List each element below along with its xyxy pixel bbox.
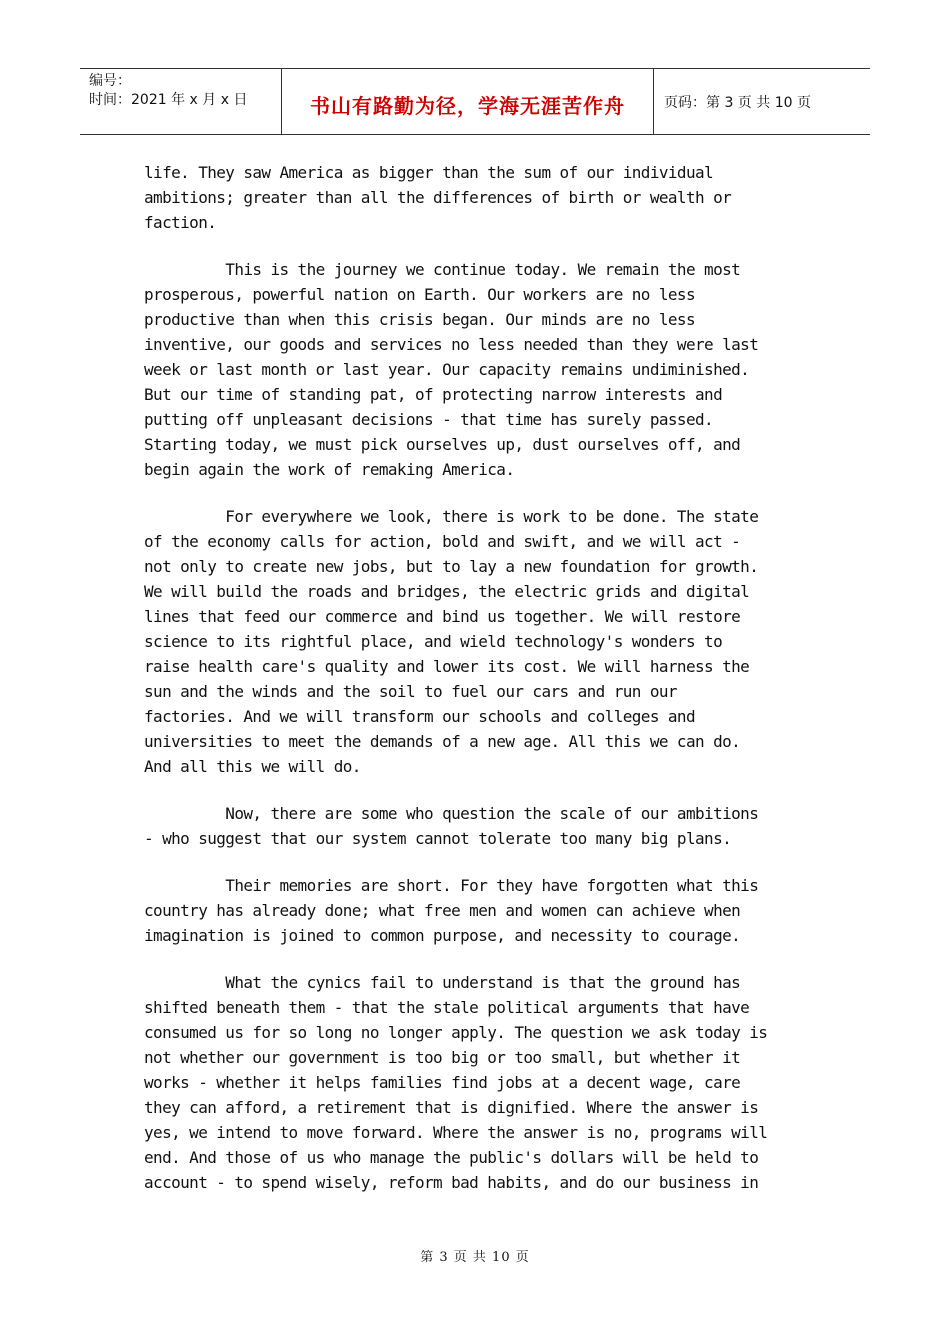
header-motto-cell bbox=[282, 69, 654, 134]
paragraph-4: Now, there are some who question the scale of our ambitions - who suggest that our system cannot tolerate too many big plans. bbox=[144, 804, 759, 848]
paragraph-1: life. They saw America as bigger than the sum of our individual ambitions; greater than all the differences of birth or wealth or faction. bbox=[144, 163, 732, 232]
paragraph-2: This is the journey we continue today. We remain the most prosperous, powerful nation on Earth. Our workers are no less productive than when this crisis began. Our minds are no less inventive, our goods and services no less needed than they were last week or last month or last year. Our capacity remains undiminished. But our time of standing pat, of protecting narrow interests and putting off unpleasant decisions - that time has surely passed. Starting today, we must pick ourselves up, dust ourselves off, and begin again the work of remaking America. bbox=[144, 260, 759, 479]
header-page-number: 页码：第 3 页 共 10 页 bbox=[664, 94, 811, 111]
document-number-label: 编号： bbox=[89, 73, 131, 89]
paragraph-3: For everywhere we look, there is work to be done. The state of the economy calls for action, bold and swift, and we will act - not only to create new jobs, but to lay a new foundation for growth. We will build the roads and bridges, the electric grids and digital lines that feed our commerce and bind us together. We will restore science to its rightful place, and wield technology's wonders to raise health care's quality and lower its cost. We will harness the sun and the winds and the soil to fuel our cars and run our factories. And we will transform our schools and colleges and universities to meet the demands of a new age. All this we can do. And all this we will do. bbox=[144, 507, 759, 776]
page-header bbox=[80, 68, 870, 135]
paragraph-5: Their memories are short. For they have forgotten what this country has already done; what free men and women can achieve when imagination is joined to common purpose, and necessity to courage. bbox=[144, 876, 759, 945]
header-page-cell bbox=[654, 69, 870, 134]
document-body bbox=[144, 160, 824, 1217]
document-time-label: 时间：2021 年 x 月 x 日 bbox=[89, 92, 248, 108]
page-footer: 第 3 页 共 10 页 bbox=[420, 1250, 530, 1265]
header-meta bbox=[80, 69, 282, 134]
paragraph-6: What the cynics fail to understand is that the ground has shifted beneath them - that the stale political arguments that have consumed us for so long no longer apply. The question we ask today is not whether our government is too big or too small, but whether it works - whether it helps families find jobs at a decent wage, care they can afford, a retirement that is dignified. Where the answer is yes, we intend to move forward. Where the answer is no, programs will end. And those of us who manage the public's dollars will be held to account - to spend wisely, reform bad habits, and do our business in bbox=[144, 973, 768, 1192]
header-motto: 书山有路勤为径，学海无涯苦作舟 bbox=[310, 94, 625, 118]
